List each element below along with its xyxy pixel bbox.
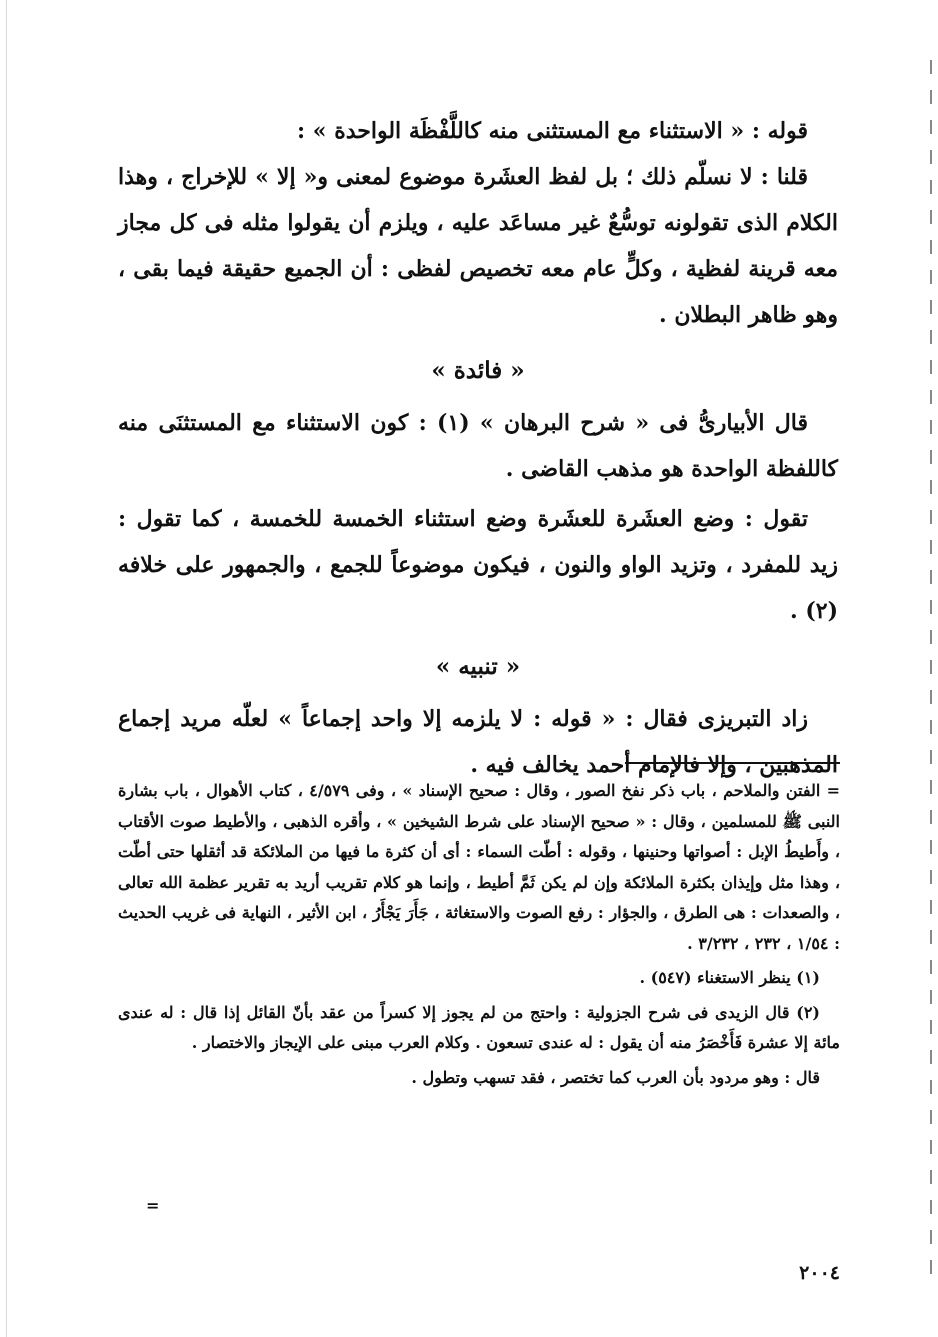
scan-edge-left bbox=[6, 0, 7, 1337]
heading-faida: « فائدة » bbox=[431, 357, 525, 384]
scan-edge-right bbox=[930, 60, 932, 1280]
paragraph-tabrizi: زاد التبريزى فقال : « قوله : لا يلزمه إلا واحد إجماعاً » لعلّه مريد إجماع المذهبين ، وإلا فالإمام أحمد يخالف فيه . bbox=[118, 706, 838, 778]
continuation-marker: = bbox=[146, 1196, 160, 1215]
footnote-divider bbox=[625, 762, 840, 764]
paragraph-taqul: تقول : وضع العشَرة للعشَرة وضع استثناء الخمسة للخمسة ، كما تقول : زيد للمفرد ، وتزيد الواو والنون ، فيكون موضوعاً للجمع ، والجمهور على خلافه (٢) . bbox=[118, 506, 838, 624]
footnote-2: (٢) قال الزيدى فى شرح الجزولية : واحتج من لم يجوز إلا كسراً من عقد بأنّ القائل إذا قال : له عندى مائة إلا عشرة فَأَخْصَرُ منه أن يقول : له عندى تسعون . وكلام العرب مبنى على الإيجاز والاختصار . bbox=[118, 1002, 840, 1052]
footnote-2-continued: قال : وهو مردود بأن العرب كما تختصر ، فقد تسهب وتطول . bbox=[411, 1067, 820, 1087]
paragraph-quote: قوله : « الاستثناء مع المستثنى منه كاللَّفْظَة الواحدة » : bbox=[297, 118, 808, 144]
paragraph-response: قلنا : لا نسلّم ذلك ؛ بل لفظ العشَرة موضوع لمعنى و« إلا » للإخراج ، وهذا الكلام الذى تقولونه توسُّعٌ غير مساعَد عليه ، ويلزم أن يقولوا مثله فى كل مجاز معه قرينة لفظية ، وكلٍّ عام معه تخصيص لفظى : أن الجميع حقيقة فيما بقى ، وهو ظاهر البطلان . bbox=[118, 164, 838, 328]
heading-tanbih: « تنبيه » bbox=[435, 653, 521, 680]
main-text bbox=[118, 108, 838, 788]
footnote-continuation: = الفتن والملاحم ، باب ذكر نفخ الصور ، وقال : صحيح الإسناد » ، وفى ٤/٥٧٩ ، كتاب الأهوال ، باب بشارة النبى ﷺ للمسلمين ، وقال : « صحيح الإسناد على شرط الشيخين » ، وأقره الذهبى ، والأطيط صوت الأقتاب ، وأَطيطُ الإبل : أصواتها وحنينها ، وقوله : أطّت السماء : أى أن كثرة ما فيها من الملائكة قد أثقلها حتى أطّت ، وهذا مثل وإيذان بكثرة الملائكة وإن لم يكن ثَمَّ أطيط ، وإنما هو كلام تقريب أريد به تقرير عظمة الله تعالى ، والصعدات : هى الطرق ، والجؤار : رفع الصوت والاستغاثة ، جَأَرَ يَجْأَرُ ، ابن الأثير ، النهاية فى غريب الحديث : ١/٥٤ ، ٢٣٢ ، ٣/٢٣٢ . bbox=[118, 781, 841, 953]
footnotes bbox=[118, 776, 840, 1093]
page-number: ٢٠٠٤ bbox=[799, 1262, 840, 1284]
paragraph-abyari: قال الأبيارىُّ فى « شرح البرهان » (١) : كون الاستثناء مع المستثنَى منه كاللفظة الواحدة هو مذهب القاضى . bbox=[118, 410, 838, 482]
footnote-1: (١) ينظر الاستغناء (٥٤٧) . bbox=[639, 968, 820, 987]
